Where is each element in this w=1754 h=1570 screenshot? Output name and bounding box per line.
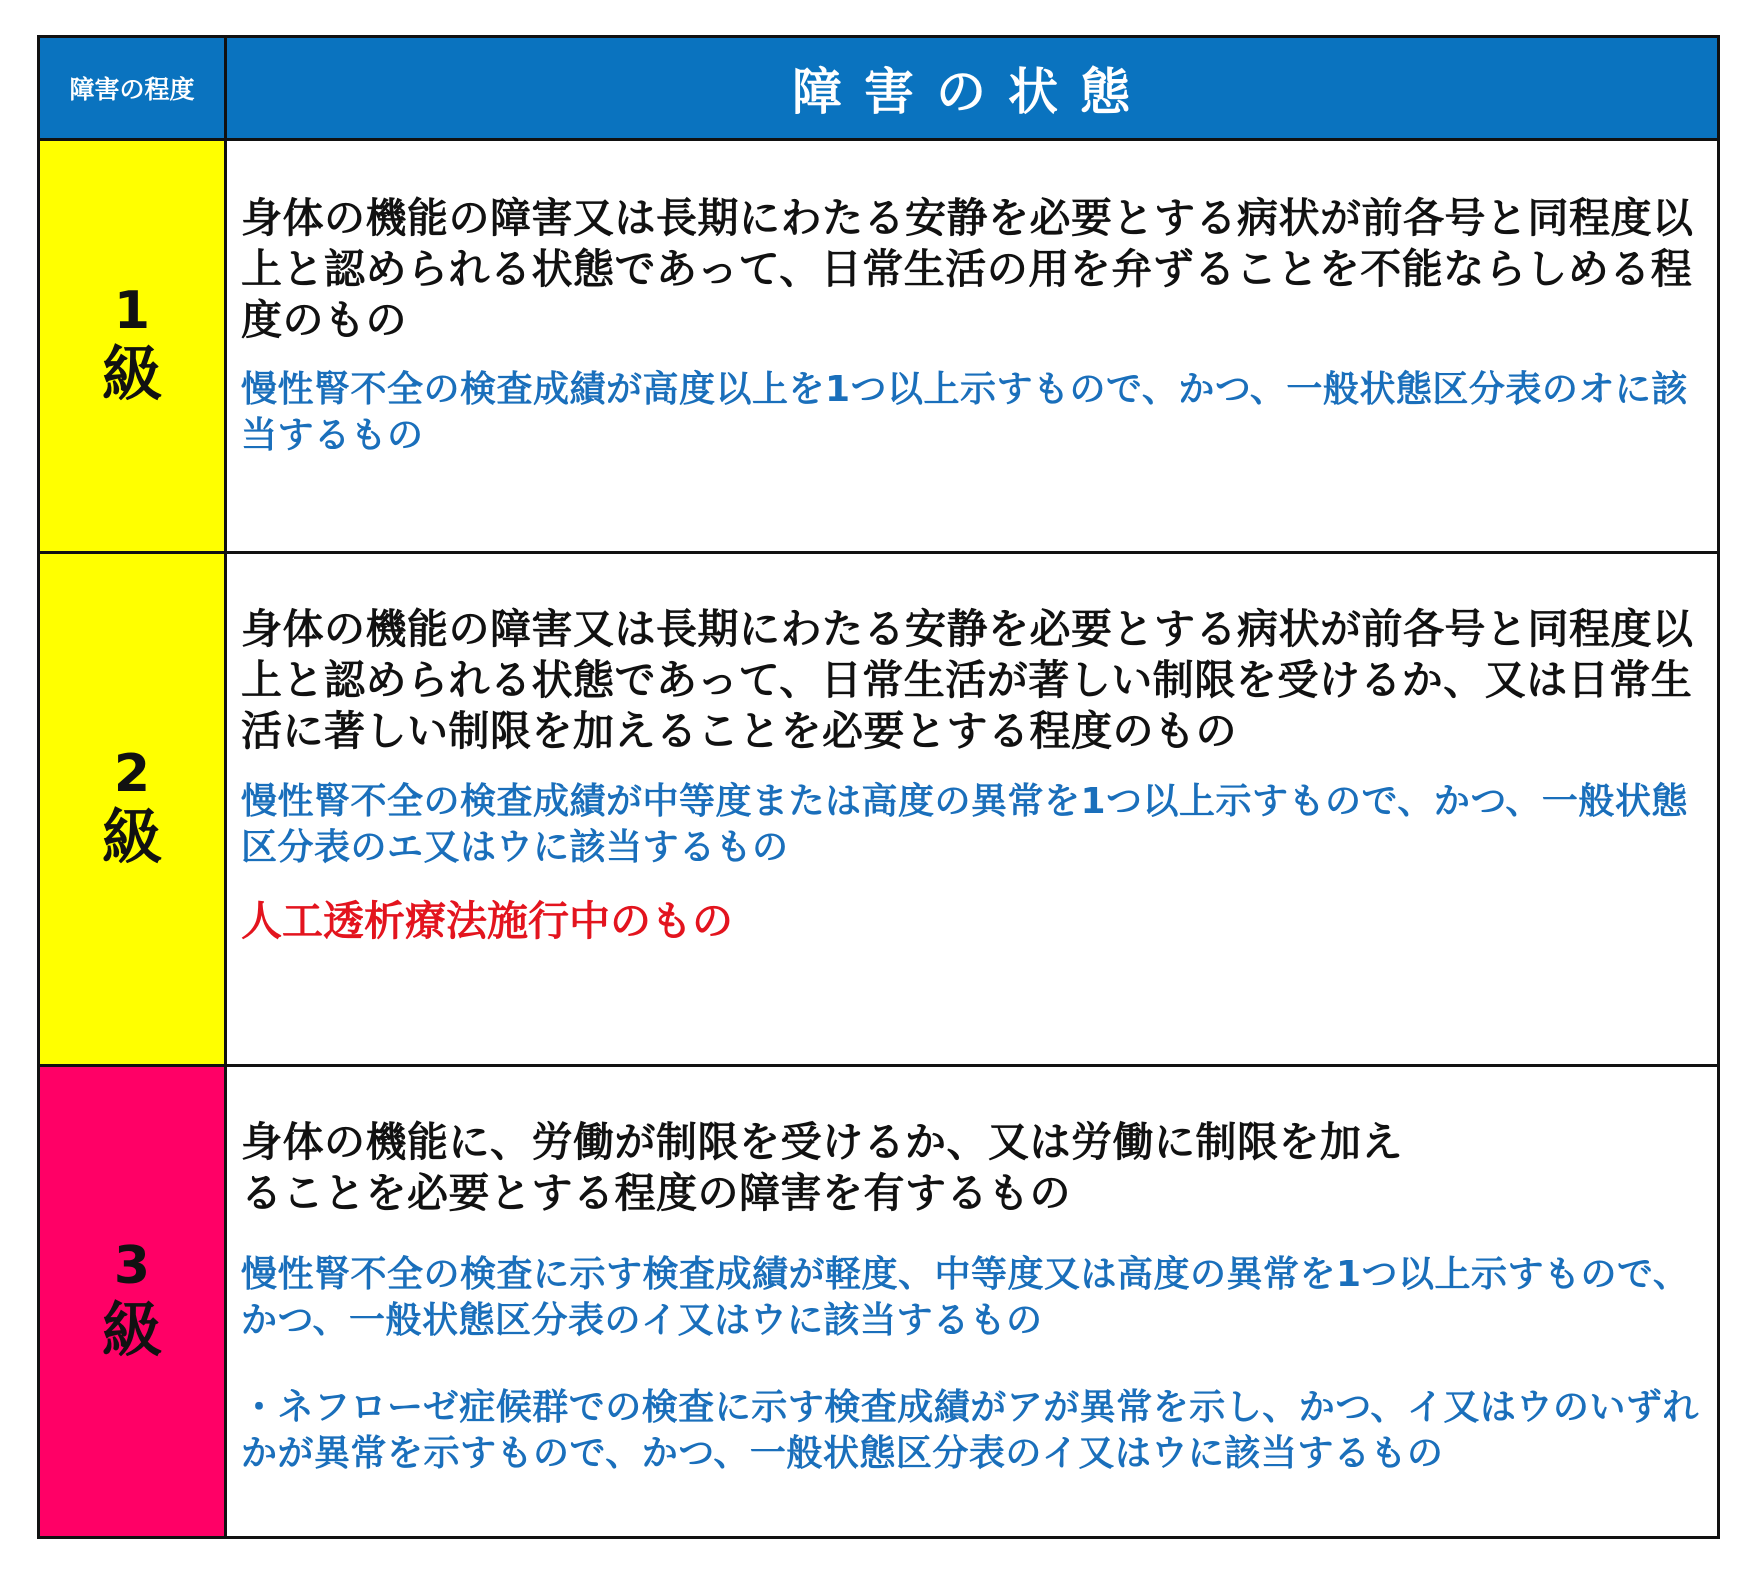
header-state-label: 障害の状態 bbox=[792, 63, 1152, 121]
grade-1-unit: 級 bbox=[102, 340, 162, 411]
header-degree-label: 障害の程度 bbox=[69, 75, 195, 104]
table-row-grade-3 bbox=[40, 1067, 1717, 1536]
grade-2-cell bbox=[40, 554, 227, 1064]
disability-grade-table bbox=[37, 35, 1720, 1539]
grade-2-dialysis-note: 人工透析療法施行中のもの bbox=[241, 897, 733, 945]
header-state-cell bbox=[227, 38, 1717, 138]
grade-2-state-cell bbox=[227, 554, 1717, 1064]
grade-3-description: 身体の機能に、労働が制限を受けるか、又は労働に制限を加えることを必要とする程度の障害を有するもの bbox=[241, 1118, 1403, 1217]
header-degree-cell bbox=[40, 38, 227, 138]
table-row-grade-2 bbox=[40, 554, 1717, 1067]
grade-3-number: 3 bbox=[113, 1236, 151, 1297]
grade-1-criteria: 慢性腎不全の検査成績が高度以上を1つ以上示すもので、かつ、一般状態区分表のオに該当するもの bbox=[241, 369, 1688, 456]
grade-2-number: 2 bbox=[113, 743, 151, 804]
grade-2-criteria: 慢性腎不全の検査成績が中等度または高度の異常を1つ以上示すもので、かつ、一般状態区分表のエ又はウに該当するもの bbox=[241, 781, 1688, 868]
grade-3-cell bbox=[40, 1067, 227, 1536]
grade-3-state-cell bbox=[227, 1067, 1717, 1536]
grade-3-criteria: 慢性腎不全の検査に示す検査成績が軽度、中等度又は高度の異常を1つ以上示すもので、かつ、一般状態区分表のイ又はウに該当するもの bbox=[241, 1254, 1690, 1341]
grade-2-unit: 級 bbox=[102, 803, 162, 874]
table-row-grade-1 bbox=[40, 141, 1717, 554]
grade-3-nephrotic-criteria: ・ネフローゼ症候群での検査に示す検査成績がアが異常を示し、かつ、イ又はウのいずれかが異常を示すもので、かつ、一般状態区分表のイ又はウに該当するもの bbox=[241, 1387, 1699, 1474]
grade-1-state-cell bbox=[227, 141, 1717, 551]
grade-3-unit: 級 bbox=[102, 1295, 162, 1366]
table-header bbox=[40, 38, 1717, 141]
grade-1-number: 1 bbox=[113, 280, 151, 341]
grade-2-description: 身体の機能の障害又は長期にわたる安静を必要とする病状が前各号と同程度以上と認められる状態であって、日常生活が著しい制限を受けるか、又は日常生活に著しい制限を加えることを必要とする程度のもの bbox=[241, 605, 1694, 755]
grade-1-cell bbox=[40, 141, 227, 551]
grade-1-description: 身体の機能の障害又は長期にわたる安静を必要とする病状が前各号と同程度以上と認められる状態であって、日常生活の用を弁ずることを不能ならしめる程度のもの bbox=[241, 194, 1694, 344]
